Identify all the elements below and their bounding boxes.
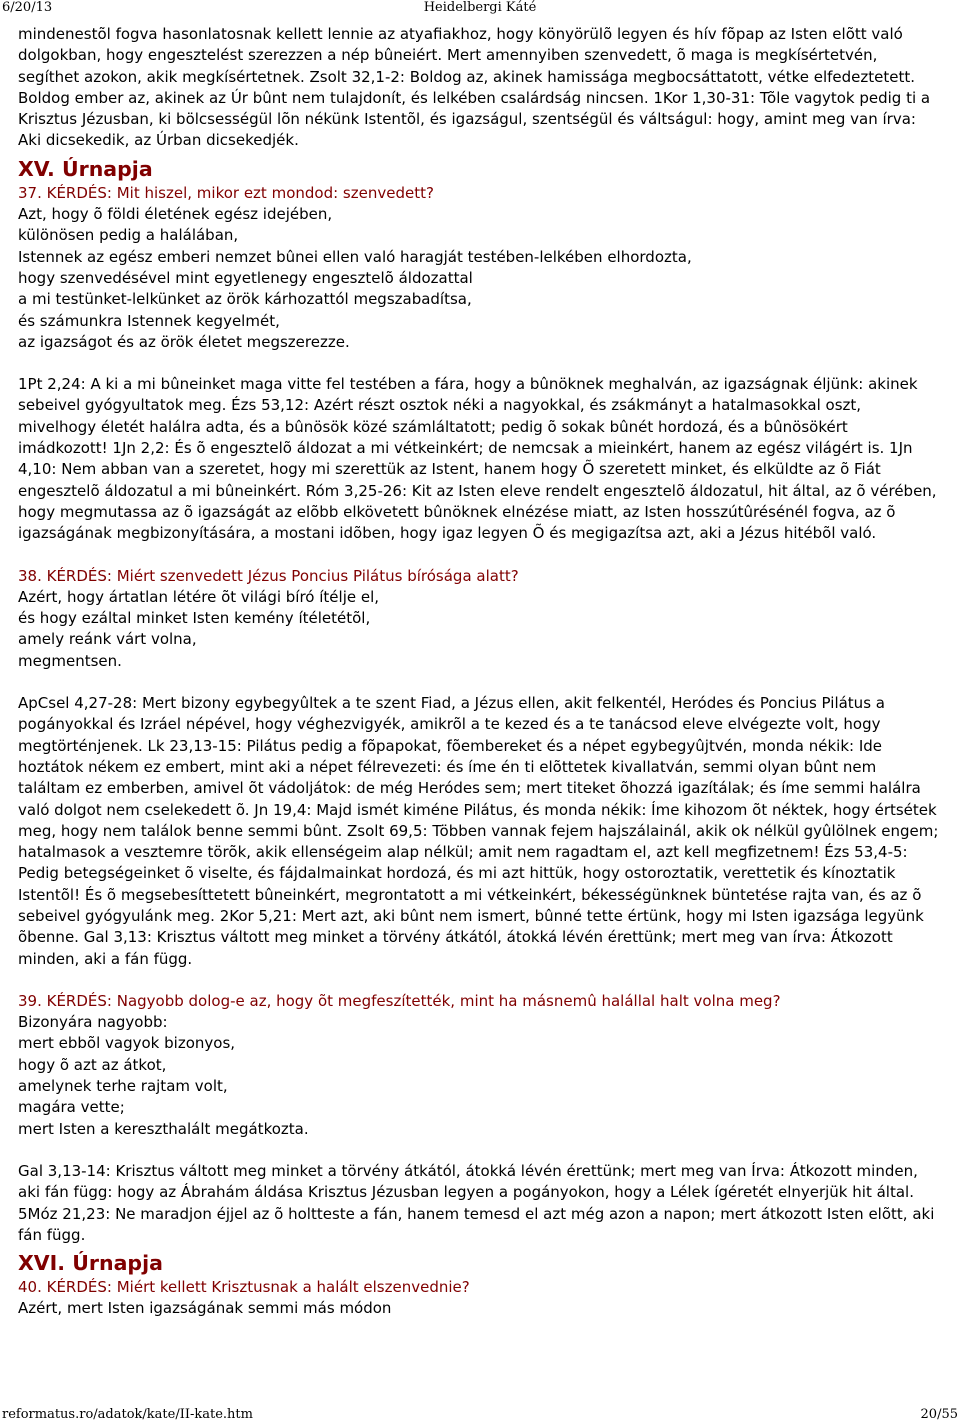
answer-line: az igazságot és az örök életet megszerezze. [18, 332, 350, 351]
question-block-38 [18, 566, 942, 970]
question-38: 38. KÉRDÉS: Miért szenvedett Jézus Poncius Pilátus bírósága alatt? [18, 566, 519, 585]
spacer [18, 1140, 942, 1161]
question-37: 37. KÉRDÉS: Mit hiszel, mikor ezt mondod: szenvedett? [18, 183, 434, 202]
document-title: Heidelbergi Káté [423, 0, 537, 15]
answer-37 [18, 204, 942, 353]
page-content [18, 24, 942, 1320]
print-date: 6/20/13 [2, 0, 53, 15]
page-url: reformatus.ro/adatok/kate/II-kate.htm [2, 1407, 253, 1422]
answer-line: Azt, hogy õ földi életének egész idejében, [18, 205, 333, 224]
answer-line: magára vette; [18, 1098, 125, 1117]
answer-line: Azért, hogy ártatlan létére õt világi bíró ítélje el, [18, 587, 380, 606]
intro-paragraph: mindenestõl fogva hasonlatosnak kellett lennie az atyafiakhoz, hogy könyörülõ legyen és hív fõpap az Isten elõtt való dolgokban, hogy engesztelést szerezzen a nép bûneiért. Mert amennyiben szenvedett, õ maga is megkísértetvén, segíthet azokon, akik megkísértetnek. Zsolt 32,1-2: Boldog az, akinek hamissága megbocsáttatott, vétke elfedeztetett. Boldog ember az, akinek az Úr bûnt nem tulajdonít, és lelkében csalárdság nincsen. 1Kor 1,30-31: Tõle vagytok pedig ti a Krisztus Jézusban, ki bölcsességül lõn nékünk Istentõl, és igazságul, szentségül és váltságul: hogy, amint meg van írva: Aki dicsekedik, az Úrban dicsekedjék. [18, 25, 931, 150]
answer-line: különösen pedig a halálában, [18, 226, 239, 245]
answer-40 [18, 1298, 942, 1319]
answer-line: a mi testünket-lelkünket az örök kárhozattól megszabadítsa, [18, 290, 472, 309]
spacer [18, 353, 942, 374]
question-block-37 [18, 183, 942, 545]
answer-line: amelynek terhe rajtam volt, [18, 1077, 228, 1096]
question-block-39 [18, 991, 942, 1246]
answer-line: hogy szenvedésével mint egyetlenegy engesztelõ áldozattal [18, 268, 473, 287]
references-38: ApCsel 4,27-28: Mert bizony egybegyûltek a te szent Fiad, a Jézus ellen, akit felkentél, Heródes és Poncius Pilátus a pogányokkal és Izráel népével, hogy véghezvigyék, amikrõl a te kezed és a te tanácsod eleve elvégezte volt, hogy megtörténjenek. Lk 23,13-15: Pilátus pedig a fõpapokat, fõembereket és a népet egybegyûjtvén, monda nékik: Ide hoztátok nékem ez embert, mint aki a népet félrevezeti: és íme én ti elõttetek kivallatván, semmi olyan bûnt nem találtam ez emberben, amivel õt vádoljátok: de még Heródes sem; mert titeket õhozzá igazítálak; és íme semmi halálra való dolgot nem cselekedett õ. Jn 19,4: Majd ismét kiméne Pilátus, és monda nékik: Íme kihozom õt néktek, hogy értsétek meg, hogy nem találok benne semmi bûnt. Zsolt 69,5: Többen vannak fejem hajszálainál, akik ok nélkül gyûlölnek engem; hatalmasok a vesztemre törõk, akik ellenségeim alap nélkül; amit nem ragadtam el, azt kell megfizetnem! Ézs 53,4-5: Pedig betegségeinket õ viselte, és fájdalmainkat hordozá, és mi azt hittük, hogy ostoroztatik, verettetik és kínoztatik Istentõl! És õ megsebesíttetett bûneinkért, megrontatott a mi vétkeinkért, békességünknek büntetése rajta van, és az õ sebeivel gyógyulánk meg. 2Kor 5,21: Mert azt, aki bûnt nem ismert, bûnné tette értünk, hogy mi Isten igazsága legyünk õbenne. Gal 3,13: Krisztus váltott meg minket a törvény átkától, átokká lévén érettünk; mert meg van írva: Átkozott minden, aki a fán függ. [18, 694, 939, 968]
references-39: Gal 3,13-14: Krisztus váltott meg minket a törvény átkától, átokká lévén érettünk; mert meg van Írva: Átkozott minden, aki fán függ: hogy az Ábrahám áldása Krisztus Jézusban legyen a pogányokon, hogy a Lélek ígéretét elnyerjük hit által. 5Móz 21,23: Ne maradjon éjjel az õ holtteste a fán, hanem temesd el azt még azon a napon; mert átkozott Isten elõtt, aki fán függ. [18, 1161, 935, 1244]
answer-line: mert ebbõl vagyok bizonyos, [18, 1034, 236, 1053]
answer-line: Istennek az egész emberi nemzet bûnei ellen való haragját testében-lelkében elhordozta, [18, 247, 692, 266]
print-footer [0, 1407, 960, 1426]
section-heading-xvi: XVI. Úrnapja [18, 1251, 163, 1276]
question-block-40 [18, 1277, 942, 1320]
references-37: 1Pt 2,24: A ki a mi bûneinket maga vitte fel testében a fára, hogy a bûnöknek meghalván, az igazságnak éljünk: akinek sebeivel gyógyultatok meg. Ézs 53,12: Azért részt osztok néki a nagyokkal, és zsákmányt a hatalmasokkal oszt, mivelhogy életét halálra adta, és a bûnösök közé számláltatott; pedig õ sokak bûnét hordozá, és a bûnösökért imádkozott! 1Jn 2,2: És õ engesztelõ áldozat a mi vétkeinkért; de nemcsak a mieinkért, hanem az egész világért is. 1Jn 4,10: Nem abban van a szeretet, hogy mi szerettük az Istent, hanem hogy Õ szeretett minket, és elküldte az õ Fiát engesztelõ áldozatul a mi bûneinkért. Róm 3,25-26: Kit az Isten eleve rendelt engesztelõ áldozatul, hit által, az õ vérében, hogy megmutassa az õ igazságát az elõbb elkövetett bûnöknek elnézése miatt, az Isten hosszútûrésénél fogva, az õ igazságának megbizonyítására, a mostani idõben, hogy igaz legyen Õ és megigazítsa azt, aki a Jézus hitébõl való. [18, 375, 937, 543]
answer-line: Bizonyára nagyobb: [18, 1013, 168, 1032]
answer-line: mert Isten a kereszthalált megátkozta. [18, 1119, 309, 1138]
answer-line: amely reánk várt volna, [18, 630, 197, 649]
answer-line: hogy õ azt az átkot, [18, 1055, 167, 1074]
answer-line: és számunkra Istennek kegyelmét, [18, 311, 280, 330]
page-number: 20/55 [920, 1407, 958, 1422]
answer-line: megmentsen. [18, 651, 122, 670]
answer-line: Azért, mert Isten igazságának semmi más módon [18, 1299, 392, 1318]
answer-line: és hogy ezáltal minket Isten kemény ítéletétõl, [18, 609, 371, 628]
print-header [0, 0, 960, 20]
question-39: 39. KÉRDÉS: Nagyobb dolog-e az, hogy õt megfeszítették, mint ha másnemû halállal halt volna meg? [18, 991, 781, 1010]
spacer [18, 970, 942, 991]
spacer [18, 672, 942, 693]
spacer [18, 545, 942, 566]
answer-38 [18, 587, 942, 672]
section-heading-xv: XV. Úrnapja [18, 156, 153, 181]
answer-39 [18, 1012, 942, 1140]
question-40: 40. KÉRDÉS: Miért kellett Krisztusnak a halált elszenvednie? [18, 1278, 470, 1297]
